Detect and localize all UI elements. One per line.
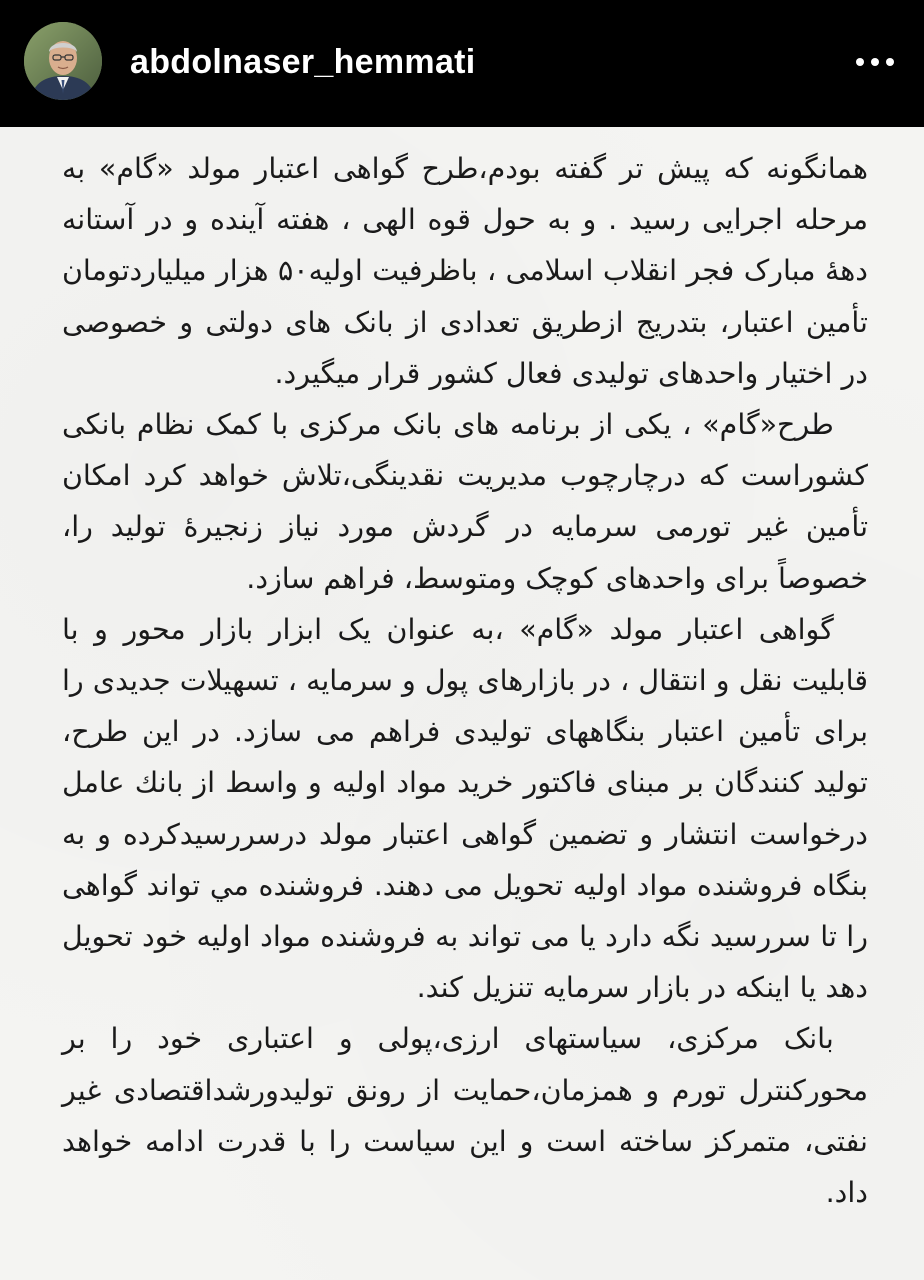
more-dots-icon — [856, 58, 864, 66]
profile-photo-icon — [24, 22, 102, 100]
more-options-button[interactable] — [850, 40, 900, 84]
more-dots-icon — [886, 58, 894, 66]
paragraph: گواهی اعتبار مولد «گام» ،به عنوان یک ابزار بازار محور و با قابلیت نقل و انتقال ، در بازارهای پول و سرمایه ، تسهیلات جدیدی را برای تأمین اعتبار بنگاههای تولیدی فراهم می سازد. در این طرح، تولید کنندگان بر مبنای فاکتور خرید مواد اولیه و واسط از بانك عامل درخواست انتشار و تضمین گواهی اعتبار مولد درسررسیدکرده و به بنگاه فروشنده مواد اولیه تحویل می دهند. فروشنده مي تواند گواهی را تا سررسید نگه دارد یا می تواند به فروشنده مواد اولیه خود تحویل دهد یا اینکه در بازار سرمایه تنزیل کند. — [62, 612, 868, 1005]
username[interactable]: abdolnaser_hemmati — [130, 43, 476, 81]
paragraph: همانگونه که پیش تر گفته بودم،طرح گواهی اعتبار مولد «گام» به مرحله اجرایی رسید . و به حول قوه الهی ، هفته آینده و در آستانه دههٔ مبارک فجر انقلاب اسلامی ، باظرفیت اولیه۵۰ هزار میلیاردتومان تأمین اعتبار، بتدریج ازطریق تعدادی از بانک های دولتی و خصوصی در اختیار واحدهای تولیدی فعال کشور قرار میگیرد. — [62, 152, 868, 390]
post-header — [0, 0, 924, 127]
paragraph: طرح«گام» ، یکی از برنامه های بانک مرکزی با کمک نظام بانکی کشوراست که درچارچوب مدیریت نقدینگی،تلاش خواهد کرد امکان تأمین غیر تورمی سرمایه در گردش مورد نیاز زنجیرهٔ تولید را، خصوصاً برای واحدهای کوچک ومتوسط، فراهم سازد. — [62, 408, 868, 595]
more-dots-icon — [871, 58, 879, 66]
post-caption — [62, 143, 868, 1218]
post-content — [0, 127, 924, 1280]
paragraph: بانک مرکزی، سیاستهای ارزی،پولی و اعتباری خود را بر محورکنترل تورم و همزمان،حمایت از رونق تولیدورشداقتصادی غیر نفتی، متمرکز ساخته است و این سیاست را با قدرت ادامه خواهد داد. — [62, 1022, 868, 1210]
avatar[interactable] — [24, 22, 102, 100]
